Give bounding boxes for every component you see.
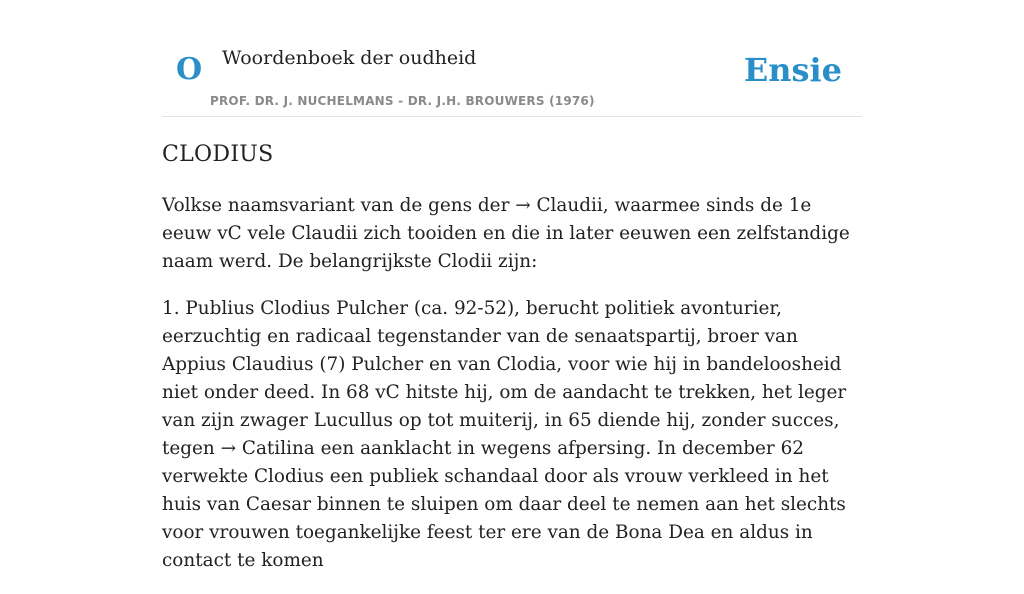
book-title[interactable]: Woordenboek der oudheid	[222, 47, 477, 69]
paragraph-text: 1. Publius Clodius Pulcher (ca. 92-52), berucht politiek avonturier, eerzuchtig en radicaal tegenstander van de senaatspartij, broer van Appius Claudius (7) Pulcher en van Clodia, voor wie hij in bandeloosheid niet onder deed. In 68 vC hitste hij, om de aandacht te trekken, het leger van zijn zwager Lucullus op tot muiterij, in 65 diende hij, zonder succes, tegen	[162, 298, 847, 459]
article-paragraph	[162, 295, 862, 575]
book-authors: PROF. DR. J. NUCHELMANS - DR. J.H. BROUWERS (1976)	[210, 94, 595, 108]
brand-logo[interactable]: Ensie	[743, 51, 842, 89]
paragraph-text: Volkse naamsvariant van de gens der	[162, 195, 516, 216]
article-paragraph	[162, 192, 862, 276]
article-body	[162, 192, 862, 594]
paragraph-text: , waarmee sinds de 1e eeuw vC vele Claudii zich tooiden en die in later eeuwen een zelfstandige naam werd. De belangrijkste Clodii zijn:	[162, 195, 850, 272]
page-title: CLODIUS	[162, 142, 274, 167]
page-header	[162, 0, 862, 117]
page	[162, 0, 862, 571]
cross-reference-link[interactable]: → Claudii	[515, 195, 603, 216]
cross-reference-link[interactable]: → Catilina	[220, 438, 315, 459]
paragraph-text: een aanklacht in wegens afpersing. In december 62 verwekte Clodius een publiek schandaal door als vrouw verkleed in het huis van Caesar binnen te sluipen om daar deel te nemen aan het slechts voor vrouwen toegankelijke feest ter ere van de Bona Dea en aldus in contact te komen	[162, 438, 846, 571]
book-letter-icon: O	[176, 52, 203, 87]
